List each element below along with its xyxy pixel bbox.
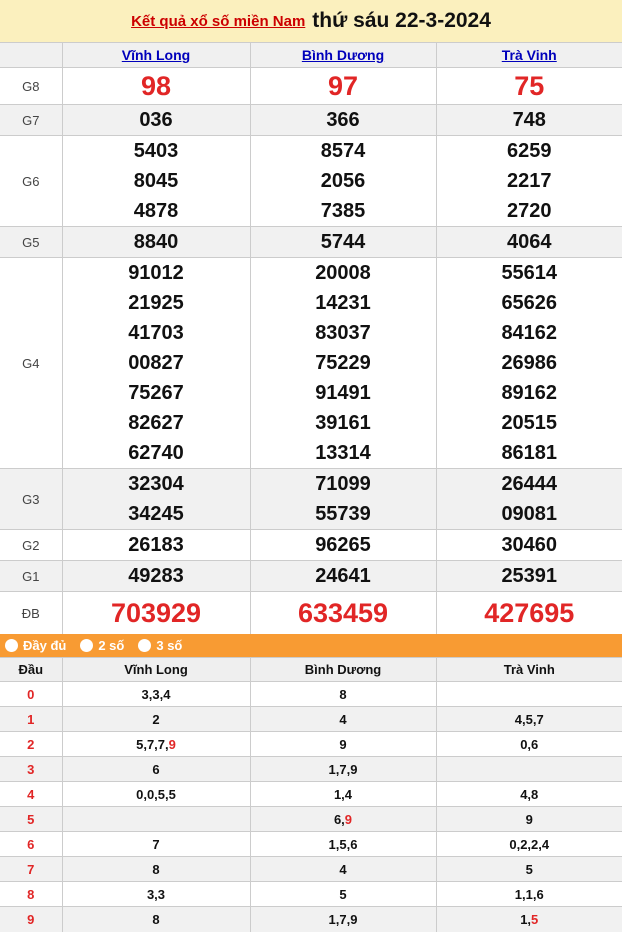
tail-digits-cell xyxy=(62,782,250,807)
tail-digits-cell xyxy=(250,682,436,707)
prize-row-g8 xyxy=(0,68,622,105)
prize-label: G5 xyxy=(0,227,62,258)
prize-number: 2720 xyxy=(437,196,622,226)
tail-dau-digit: 8 xyxy=(0,882,62,907)
tail-digits-cell xyxy=(436,832,622,857)
prize-row-g6 xyxy=(0,136,622,227)
prize-label: G1 xyxy=(0,561,62,592)
radio-icon xyxy=(138,639,151,652)
tail-digit: 8 xyxy=(339,687,346,702)
tail-digit: 0,2,2,4 xyxy=(509,837,549,852)
tail-digits-cell xyxy=(250,707,436,732)
prize-number: 75267 xyxy=(63,378,250,408)
tail-digit: 1,5,6 xyxy=(329,837,358,852)
prize-number: 6259 xyxy=(437,136,622,166)
tail-digit: 8 xyxy=(152,862,159,877)
results-table xyxy=(0,42,622,634)
prize-number: 20515 xyxy=(437,408,622,438)
prize-number: 26183 xyxy=(63,530,250,560)
prize-numbers-cell xyxy=(62,136,250,227)
tail-digits-cell xyxy=(62,682,250,707)
tail-dau-digit: 1 xyxy=(0,707,62,732)
prize-number: 13314 xyxy=(251,438,436,468)
draw-date: thứ sáu 22-3-2024 xyxy=(312,9,491,33)
prize-numbers-cell xyxy=(250,530,436,561)
tail-digit-highlight: 9 xyxy=(169,737,176,752)
tail-digit: 6, xyxy=(334,812,345,827)
tail-digits-cell xyxy=(62,907,250,932)
tail-digits-cell xyxy=(436,682,622,707)
prize-number: 26986 xyxy=(437,348,622,378)
prize-row-g2 xyxy=(0,530,622,561)
tail-digit: 4,5,7 xyxy=(515,712,544,727)
prize-number: 83037 xyxy=(251,318,436,348)
radio-icon xyxy=(5,639,18,652)
prize-number: 71099 xyxy=(251,469,436,499)
prize-numbers-cell xyxy=(436,227,622,258)
prize-numbers-cell xyxy=(436,592,622,635)
prize-numbers-cell xyxy=(250,68,436,105)
tail-digit: 9 xyxy=(339,737,346,752)
tail-digits-cell xyxy=(250,732,436,757)
prize-row-g7 xyxy=(0,105,622,136)
prize-numbers-cell xyxy=(250,258,436,469)
prize-label: G2 xyxy=(0,530,62,561)
prize-number: 75229 xyxy=(251,348,436,378)
tail-digits-cell xyxy=(436,882,622,907)
prize-numbers-cell xyxy=(62,469,250,530)
filter-option-label: Đầy đủ xyxy=(23,638,66,653)
tail-dau-digit: 6 xyxy=(0,832,62,857)
prize-label: G8 xyxy=(0,68,62,105)
tail-digit: 1,7,9 xyxy=(329,762,358,777)
prize-numbers-cell xyxy=(250,136,436,227)
tail-digits-table xyxy=(0,657,622,932)
prize-row-g5 xyxy=(0,227,622,258)
prize-numbers-cell xyxy=(250,592,436,635)
tail-dau-digit: 2 xyxy=(0,732,62,757)
prize-number: 65626 xyxy=(437,288,622,318)
tail-dau-digit: 3 xyxy=(0,757,62,782)
prize-number: 4064 xyxy=(437,227,622,257)
prize-number: 036 xyxy=(63,105,250,135)
prize-label: G6 xyxy=(0,136,62,227)
tail-header-tra-vinh: Trà Vinh xyxy=(436,658,622,682)
display-mode-filter-bar xyxy=(0,634,622,657)
prize-number: 20008 xyxy=(251,258,436,288)
prize-number: 2217 xyxy=(437,166,622,196)
prize-number: 91012 xyxy=(63,258,250,288)
results-header-empty-cell xyxy=(0,43,62,68)
prize-numbers-cell xyxy=(436,469,622,530)
prize-number: 25391 xyxy=(437,561,622,591)
tail-digits-cell xyxy=(250,782,436,807)
prize-number: 32304 xyxy=(63,469,250,499)
tail-row-8 xyxy=(0,882,622,907)
tail-digits-cell xyxy=(436,907,622,932)
province-link-tra-vinh[interactable]: Trà Vinh xyxy=(502,47,557,63)
tail-dau-digit: 5 xyxy=(0,807,62,832)
prize-label: G7 xyxy=(0,105,62,136)
prize-number: 30460 xyxy=(437,530,622,560)
tail-digits-cell xyxy=(62,707,250,732)
prize-number: 00827 xyxy=(63,348,250,378)
prize-number: 34245 xyxy=(63,499,250,529)
prize-number: 89162 xyxy=(437,378,622,408)
tail-digit: 3,3 xyxy=(147,887,165,902)
prize-number: 09081 xyxy=(437,499,622,529)
prize-number: 2056 xyxy=(251,166,436,196)
prize-number: 26444 xyxy=(437,469,622,499)
region-title-link[interactable]: Kết quả xổ số miền Nam xyxy=(131,13,305,30)
prize-numbers-cell xyxy=(62,68,250,105)
prize-numbers-cell xyxy=(436,105,622,136)
prize-number: 703929 xyxy=(63,592,250,634)
tail-digit: 0,6 xyxy=(520,737,538,752)
prize-number: 41703 xyxy=(63,318,250,348)
tail-row-4 xyxy=(0,782,622,807)
tail-digit-highlight: 9 xyxy=(345,812,352,827)
tail-digits-cell xyxy=(62,882,250,907)
tail-digits-cell xyxy=(250,832,436,857)
province-header-binh-duong xyxy=(250,43,436,68)
tail-digit: 4 xyxy=(339,862,346,877)
tail-digits-cell xyxy=(250,882,436,907)
prize-label: ĐB xyxy=(0,592,62,635)
tail-digits-cell xyxy=(250,807,436,832)
tail-row-5 xyxy=(0,807,622,832)
prize-number: 39161 xyxy=(251,408,436,438)
tail-digits-cell xyxy=(62,857,250,882)
prize-number: 7385 xyxy=(251,196,436,226)
province-header-vinh-long xyxy=(62,43,250,68)
tail-digit: 1,1,6 xyxy=(515,887,544,902)
filter-option-2-digits[interactable] xyxy=(80,638,124,653)
prize-number: 8574 xyxy=(251,136,436,166)
prize-number: 8045 xyxy=(63,166,250,196)
prize-number: 427695 xyxy=(437,592,622,634)
prize-numbers-cell xyxy=(436,68,622,105)
prize-number: 55614 xyxy=(437,258,622,288)
prize-number: 75 xyxy=(437,68,622,104)
tail-digits-cell xyxy=(62,807,250,832)
prize-number: 14231 xyxy=(251,288,436,318)
prize-label: G3 xyxy=(0,469,62,530)
tail-digits-cell xyxy=(250,757,436,782)
prize-row-db xyxy=(0,592,622,635)
prize-numbers-cell xyxy=(62,592,250,635)
tail-header-dau: Đầu xyxy=(0,658,62,682)
prize-number: 82627 xyxy=(63,408,250,438)
tail-digit: 5,7,7, xyxy=(136,737,169,752)
tail-dau-digit: 9 xyxy=(0,907,62,932)
tail-digit: 4,8 xyxy=(520,787,538,802)
tail-digit: 3,3,4 xyxy=(142,687,171,702)
prize-number: 21925 xyxy=(63,288,250,318)
tail-row-7 xyxy=(0,857,622,882)
prize-numbers-cell xyxy=(62,530,250,561)
prize-number: 96265 xyxy=(251,530,436,560)
tail-digit: 5 xyxy=(339,887,346,902)
tail-digit: 5 xyxy=(526,862,533,877)
tail-digits-cell xyxy=(436,732,622,757)
tail-digits-cell xyxy=(436,782,622,807)
prize-numbers-cell xyxy=(436,136,622,227)
prize-number: 366 xyxy=(251,105,436,135)
tail-dau-digit: 0 xyxy=(0,682,62,707)
province-link-binh-duong[interactable]: Bình Dương xyxy=(302,47,384,63)
tail-digit: 1, xyxy=(520,912,531,927)
prize-row-g3 xyxy=(0,469,622,530)
prize-number: 24641 xyxy=(251,561,436,591)
tail-header-vinh-long: Vĩnh Long xyxy=(62,658,250,682)
tail-row-0 xyxy=(0,682,622,707)
tail-dau-digit: 7 xyxy=(0,857,62,882)
filter-option-full[interactable] xyxy=(5,638,66,653)
tail-header-binh-duong: Bình Dương xyxy=(250,658,436,682)
tail-digit: 1,7,9 xyxy=(329,912,358,927)
prize-numbers-cell xyxy=(62,105,250,136)
tail-row-2 xyxy=(0,732,622,757)
tail-digit: 8 xyxy=(152,912,159,927)
tail-digit: 9 xyxy=(526,812,533,827)
province-header-tra-vinh xyxy=(436,43,622,68)
tail-digits-cell xyxy=(250,857,436,882)
radio-icon xyxy=(80,639,93,652)
prize-number: 5403 xyxy=(63,136,250,166)
prize-number: 748 xyxy=(437,105,622,135)
prize-number: 84162 xyxy=(437,318,622,348)
prize-number: 4878 xyxy=(63,196,250,226)
prize-number: 91491 xyxy=(251,378,436,408)
tail-row-1 xyxy=(0,707,622,732)
filter-option-3-digits[interactable] xyxy=(138,638,182,653)
tail-header-row xyxy=(0,658,622,682)
prize-numbers-cell xyxy=(62,227,250,258)
prize-number: 633459 xyxy=(251,592,436,634)
prize-numbers-cell xyxy=(436,561,622,592)
tail-digit: 6 xyxy=(152,762,159,777)
prize-number: 49283 xyxy=(63,561,250,591)
tail-dau-digit: 4 xyxy=(0,782,62,807)
prize-number: 5744 xyxy=(251,227,436,257)
tail-digits-cell xyxy=(62,832,250,857)
tail-row-9 xyxy=(0,907,622,932)
tail-digit: 0,0,5,5 xyxy=(136,787,176,802)
prize-number: 62740 xyxy=(63,438,250,468)
prize-label: G4 xyxy=(0,258,62,469)
province-link-vinh-long[interactable]: Vĩnh Long xyxy=(122,47,190,63)
tail-digits-cell xyxy=(436,807,622,832)
tail-digits-cell xyxy=(62,732,250,757)
prize-number: 8840 xyxy=(63,227,250,257)
tail-digit-highlight: 5 xyxy=(531,912,538,927)
title-band xyxy=(0,0,622,42)
prize-number: 55739 xyxy=(251,499,436,529)
tail-digit: 2 xyxy=(152,712,159,727)
prize-number: 97 xyxy=(251,68,436,104)
prize-row-g4 xyxy=(0,258,622,469)
tail-digit: 7 xyxy=(152,837,159,852)
filter-option-label: 3 số xyxy=(156,638,182,653)
tail-row-3 xyxy=(0,757,622,782)
prize-numbers-cell xyxy=(436,258,622,469)
results-header-row xyxy=(0,43,622,68)
prize-numbers-cell xyxy=(62,561,250,592)
prize-row-g1 xyxy=(0,561,622,592)
tail-digits-cell xyxy=(436,757,622,782)
tail-digit: 4 xyxy=(339,712,346,727)
tail-row-6 xyxy=(0,832,622,857)
prize-number: 86181 xyxy=(437,438,622,468)
tail-digits-cell xyxy=(62,757,250,782)
tail-digits-cell xyxy=(436,707,622,732)
prize-numbers-cell xyxy=(436,530,622,561)
tail-digits-cell xyxy=(436,857,622,882)
tail-digits-cell xyxy=(250,907,436,932)
prize-numbers-cell xyxy=(250,105,436,136)
filter-option-label: 2 số xyxy=(98,638,124,653)
prize-numbers-cell xyxy=(250,561,436,592)
prize-numbers-cell xyxy=(62,258,250,469)
prize-number: 98 xyxy=(63,68,250,104)
tail-digit: 1,4 xyxy=(334,787,352,802)
prize-numbers-cell xyxy=(250,227,436,258)
prize-numbers-cell xyxy=(250,469,436,530)
